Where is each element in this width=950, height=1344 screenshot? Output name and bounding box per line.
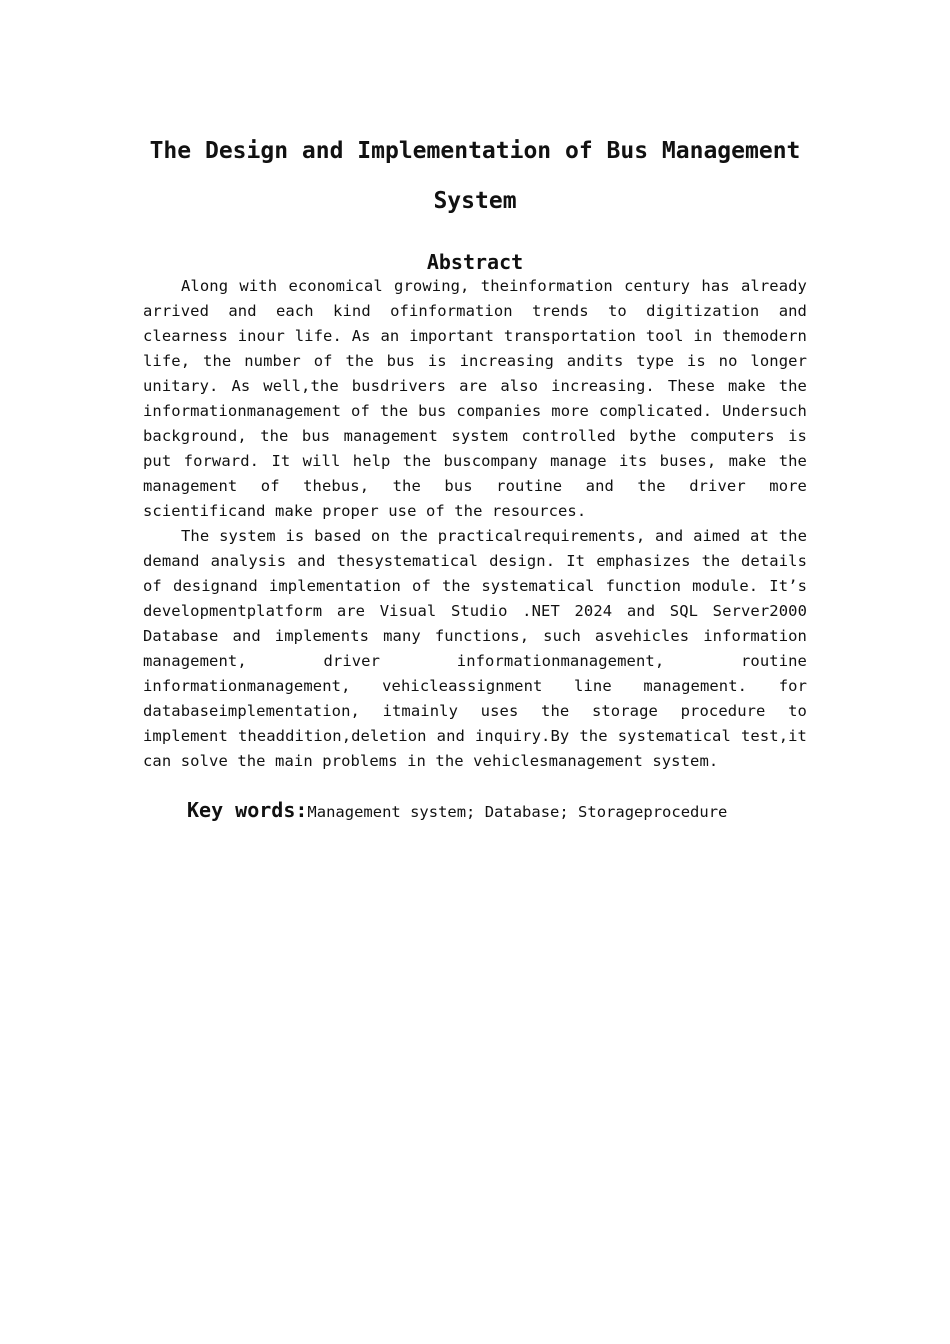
abstract-heading: Abstract (426, 250, 524, 274)
abstract-paragraph-1: Along with economical growing, theinformation century has already arrived and each kind ofinformation trends to digitization and clearness inour life. As an important transportation tool in themodern life, the number of the bus is increasing andits type is no longer unitary. As well,the busdrivers are also increasing. These make the informationmanagement of the bus companies more complicated. Undersuch background, the bus management system controlled bythe computers is put forward. It will help the buscompany manage its buses, make the management of thebus, the bus routine and the driver more scientificand make proper use of the resources. (143, 277, 807, 520)
keywords-line (187, 797, 807, 825)
abstract-paragraph-2: The system is based on the practicalrequirements, and aimed at the demand analysis and thesystematical design. It emphasizes the details of designand implementation of the systematical function module. It’s developmentplatform are Visual Studio .NET 2024 and SQL Server2000 Database and implements many functions, such asvehicles information management, driver informationmanagement, routine informationmanagement, vehicleassignment line management. for databaseimplementation, itmainly uses the storage procedure to implement theaddition,deletion and inquiry.By the systematical test,it can solve the main problems in the vehiclesmanagement system. (143, 527, 807, 770)
keywords-text: Management system; Database; Storageprocedure (307, 803, 728, 821)
paper-title: The Design and Implementation of Bus Management System (149, 138, 801, 214)
abstract-body (143, 274, 807, 774)
keywords-label: Key words: (187, 798, 308, 822)
